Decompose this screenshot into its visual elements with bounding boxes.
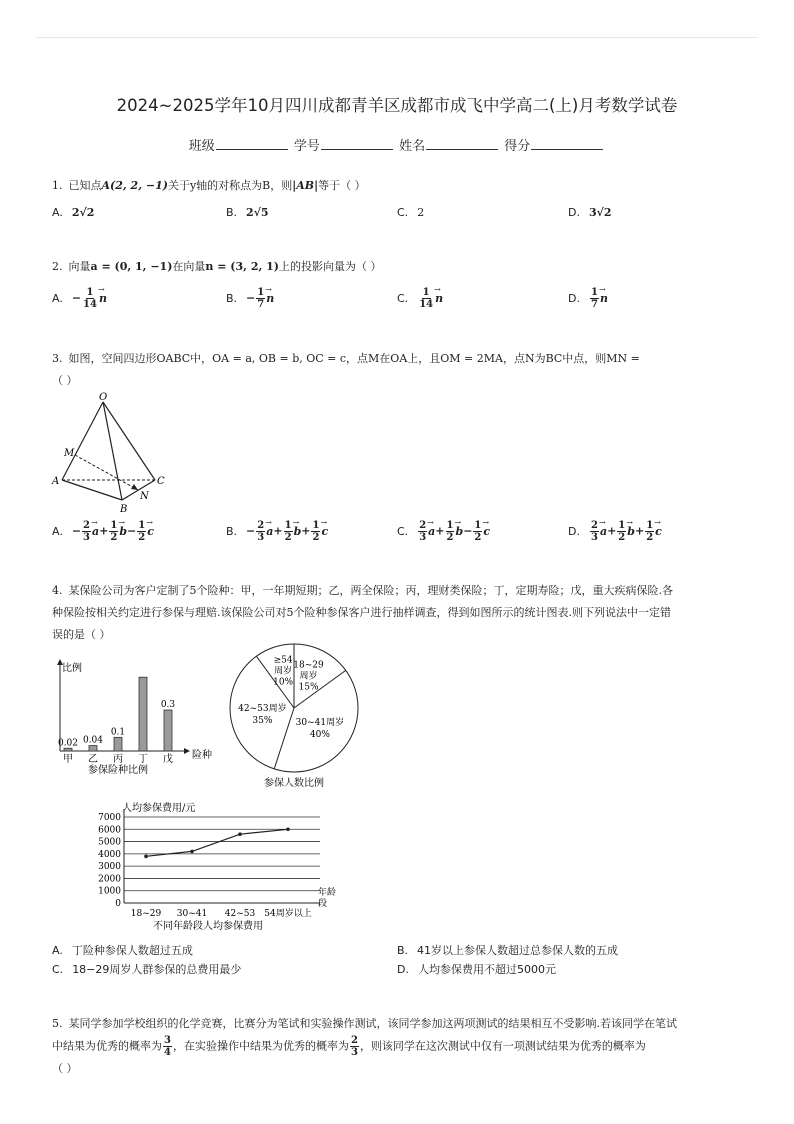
- option-value: 2√5: [246, 206, 269, 219]
- answer-blank: （ ）: [52, 1062, 78, 1075]
- question-text: ，在实验操作中结果为优秀的概率为: [172, 1039, 349, 1053]
- question-text: 中结果为优秀的概率为: [52, 1039, 162, 1053]
- edge-oa: [62, 402, 103, 480]
- slice-value: 15%: [298, 682, 319, 693]
- label-a: A: [52, 476, 60, 487]
- y-tick-label: 6000: [98, 825, 121, 836]
- line-chart-title: 不同年龄段人均参保费用: [153, 921, 263, 932]
- option-b[interactable]: B. − $\frac{2}{3}$ → a+ $\frac{1}{2}$ → b+ $\frac{1}{2}$ → c: [226, 520, 328, 543]
- y-tick-label: 0: [115, 899, 121, 909]
- question-text: 某保险公司为客户定制了5个险种：甲，一年期短期；乙，两全保险；丙，理财类保险；丁，定期寿险；戊，重大疾病保险.各: [68, 584, 673, 597]
- question-text: 在向量: [172, 260, 206, 273]
- option-a[interactable]: A. 2√2: [52, 206, 95, 219]
- question-text: 等于（ ）: [318, 179, 366, 192]
- question-number: 2.: [52, 260, 63, 273]
- question-number: 3.: [52, 352, 63, 365]
- slice-value: 40%: [309, 729, 330, 740]
- y-tick-label: 3000: [98, 862, 121, 873]
- data-point: [190, 850, 194, 854]
- question-text: 关于y轴的对称点为B，则: [167, 179, 293, 192]
- tick-label: 甲: [63, 754, 73, 765]
- slice-label: 30~41周岁: [295, 717, 345, 728]
- slice-value: 10%: [273, 677, 294, 688]
- math-abs: |AB|: [292, 179, 319, 192]
- tetrahedron-figure: [50, 390, 180, 515]
- tick-label: 戊: [163, 754, 173, 765]
- y-tick-label: 5000: [98, 837, 121, 848]
- header-rule: [36, 37, 758, 38]
- score-label: 得分: [504, 139, 531, 154]
- tick-label: 丙: [113, 754, 123, 765]
- slice-label: ≥54: [273, 655, 293, 666]
- slice-value: 35%: [252, 716, 273, 727]
- slice-label: 42~53周岁: [238, 704, 287, 715]
- question-text: 向量: [68, 260, 91, 273]
- label-b: B: [120, 504, 128, 515]
- x-axis-end-label: 险种: [192, 750, 212, 761]
- option-value: 3√2: [588, 206, 612, 219]
- fraction: $\frac{1}{7}$: [257, 287, 265, 310]
- x-tick-label: 42~53: [224, 909, 256, 919]
- x-axis-label: 段: [318, 899, 328, 909]
- pie-title: 参保人数比例: [264, 778, 324, 789]
- data-point: [144, 855, 148, 859]
- question-5: [52, 1013, 752, 1080]
- y-axis-label: 比例: [62, 663, 82, 674]
- slice-label: 周岁: [299, 671, 318, 682]
- y-tick-label: 2000: [98, 874, 121, 885]
- score-blank: [531, 137, 603, 150]
- y-tick-label: 7000: [98, 813, 121, 823]
- bar: [139, 677, 147, 751]
- fraction: $\frac{1}{14}$: [83, 287, 97, 310]
- math-vector-a: a = (0, 1, −1): [90, 260, 173, 273]
- id-label: 学号: [293, 139, 320, 154]
- fraction: $\frac{1}{14}$: [419, 287, 434, 310]
- fraction: $\frac{1}{7}$: [590, 287, 598, 310]
- option-text: 人均参保费用不超过5000元: [417, 963, 556, 976]
- option-a[interactable]: A. 丁险种参保人数超过五成: [52, 944, 193, 957]
- option-value: 2√2: [71, 206, 95, 219]
- x-tick-label: 18~29: [130, 909, 162, 919]
- label-m: M: [64, 448, 75, 459]
- bar: [64, 748, 72, 751]
- answer-blank: （ ）: [52, 374, 78, 387]
- data-point: [238, 832, 242, 836]
- option-d[interactable]: D. 3√2: [568, 206, 612, 219]
- question-text: 如图，空间四边形OABC中，OA = a, OB = b, OC = c，点M在OA上，且OM = 2MA，点N为BC中点，则MN =: [68, 352, 640, 365]
- data-point: [286, 827, 290, 831]
- tick-label: 乙: [88, 754, 98, 765]
- tick-label: 丁: [138, 754, 148, 765]
- option-text: 18−29周岁人群参保的总费用最少: [72, 963, 242, 976]
- line-chart-per-capita-fee: [90, 800, 350, 940]
- x-axis-arrow: [184, 748, 190, 754]
- question-number: 1.: [52, 179, 63, 192]
- option-b[interactable]: B. − $\frac{1}{7}$ → n: [226, 287, 274, 310]
- series-line: [146, 829, 288, 856]
- option-c[interactable]: C. 18−29周岁人群参保的总费用最少: [52, 963, 242, 976]
- x-tick-label: 54周岁以上: [264, 909, 312, 919]
- question-3: [52, 348, 752, 392]
- id-blank: [321, 137, 393, 150]
- y-tick-label: 1000: [98, 886, 121, 897]
- edge-bc: [122, 480, 155, 500]
- edge-ab: [62, 480, 122, 500]
- data-label: 0.04: [82, 735, 104, 746]
- option-text: 丁险种参保人数超过五成: [71, 944, 193, 957]
- option-value: 2: [417, 206, 425, 219]
- y-axis-label: 人均参保费用/元: [122, 803, 196, 814]
- question-1: [52, 175, 366, 197]
- x-axis-title: 参保险种比例: [88, 765, 148, 776]
- x-axis-label: 年龄: [318, 888, 337, 898]
- bar: [89, 746, 97, 751]
- option-a[interactable]: A. − $\frac{1}{14}$ → n: [52, 287, 107, 310]
- class-label: 班级: [188, 139, 215, 154]
- fraction: $\frac{2}{3}$: [350, 1035, 358, 1058]
- option-a[interactable]: A. − $\frac{2}{3}$ → a+ $\frac{1}{2}$ → b− $\frac{1}{2}$ → c: [52, 520, 154, 543]
- option-b[interactable]: B. 2√5: [226, 206, 269, 219]
- option-d[interactable]: D. $\frac{1}{7}$ → n: [568, 287, 608, 310]
- data-label: 0.1: [110, 727, 126, 738]
- bar: [114, 737, 122, 751]
- option-b[interactable]: B. 41岁以上参保人数超过总参保人数的五成: [397, 944, 619, 957]
- math-vector-n: n = (3, 2, 1): [205, 260, 279, 273]
- option-d[interactable]: D. $\frac{2}{3}$ → a+ $\frac{1}{2}$ → b+ $\frac{1}{2}$ → c: [568, 520, 662, 543]
- label-c: C: [157, 476, 165, 487]
- question-text: 种保险按相关约定进行参保与理赔.该保险公司对5个险种参保客户进行抽样调查，得到如图所示的统计图表.则下列说法中一定错: [52, 606, 671, 619]
- question-text: 某同学参加学校组织的化学竞赛，比赛分为笔试和实验操作测试，该同学参加这两项测试的结果相互不受影响.若该同学在笔试: [68, 1017, 677, 1030]
- question-text: 已知点: [68, 179, 102, 192]
- option-d[interactable]: D. 人均参保费用不超过5000元: [397, 963, 556, 976]
- question-text: 误的是（ ）: [52, 628, 111, 641]
- math-point: A(2, 2, −1): [101, 179, 168, 192]
- y-tick-label: 4000: [98, 849, 121, 860]
- option-c[interactable]: C. $\frac{1}{14}$ → n: [397, 287, 443, 310]
- question-number: 4.: [52, 584, 63, 597]
- student-info-line: [0, 135, 794, 154]
- slice-label: 18~29: [293, 660, 324, 671]
- label-o: O: [99, 392, 108, 403]
- data-label: 0.3: [160, 700, 176, 710]
- question-4: [52, 580, 752, 646]
- question-number: 5.: [52, 1017, 63, 1030]
- question-text: ，则该同学在这次测试中仅有一项测试结果为优秀的概率为: [359, 1039, 646, 1053]
- data-label: 0.02: [57, 738, 79, 749]
- fraction: $\frac{3}{4}$: [164, 1035, 171, 1058]
- pie-chart-age-ratio: [222, 640, 367, 795]
- bar: [164, 710, 172, 751]
- page-title: 2024~2025学年10月四川成都青羊区成都市成飞中学高二(上)月考数学试卷: [116, 96, 678, 115]
- slice-label: 周岁: [274, 666, 293, 677]
- question-text: 上的投影向量为（ ）: [278, 260, 382, 273]
- bar-chart-insurance-ratio: [50, 655, 220, 780]
- class-blank: [216, 137, 288, 150]
- name-blank: [426, 137, 498, 150]
- label-n: N: [140, 491, 149, 502]
- option-c[interactable]: C. 2: [397, 206, 425, 219]
- name-label: 姓名: [399, 139, 426, 154]
- x-tick-label: 30~41: [176, 909, 208, 919]
- segment-mn-dashed: [75, 455, 138, 490]
- question-2: [52, 256, 381, 278]
- option-c[interactable]: C. $\frac{2}{3}$ → a+ $\frac{1}{2}$ → b− $\frac{1}{2}$ → c: [397, 520, 490, 543]
- option-text: 41岁以上参保人数超过总参保人数的五成: [417, 944, 619, 957]
